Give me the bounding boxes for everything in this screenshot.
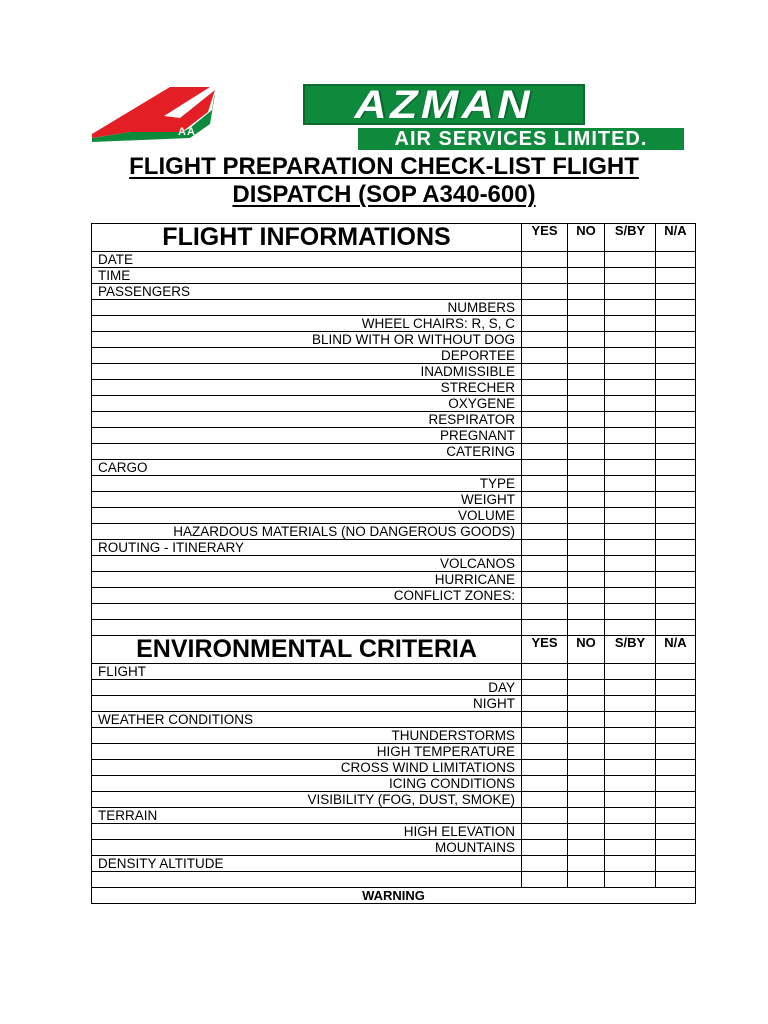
logo-wordmark-box bbox=[303, 84, 585, 125]
airline-swoosh-icon bbox=[90, 84, 305, 144]
check-cell-no[interactable] bbox=[568, 364, 605, 380]
table-row bbox=[92, 620, 696, 636]
check-cell-na[interactable] bbox=[656, 856, 696, 872]
check-cell-yes[interactable] bbox=[522, 792, 568, 808]
row-label bbox=[92, 604, 522, 620]
check-cell-sby[interactable] bbox=[605, 524, 656, 540]
row-label: NIGHT bbox=[92, 696, 522, 712]
check-cell-yes[interactable] bbox=[522, 776, 568, 792]
check-cell-sby[interactable] bbox=[605, 364, 656, 380]
table-row bbox=[92, 664, 696, 680]
check-cell-na[interactable] bbox=[656, 396, 696, 412]
row-label: WEIGHT bbox=[92, 492, 522, 508]
table-row bbox=[92, 396, 696, 412]
row-label: CATERING bbox=[92, 444, 522, 460]
row-label: HIGH ELEVATION bbox=[92, 824, 522, 840]
check-cell-no[interactable] bbox=[568, 460, 605, 476]
table-row bbox=[92, 508, 696, 524]
check-cell-yes[interactable] bbox=[522, 284, 568, 300]
logo-tagline-box bbox=[358, 128, 684, 150]
check-cell-sby[interactable] bbox=[605, 396, 656, 412]
check-cell-no[interactable] bbox=[568, 396, 605, 412]
table-row bbox=[92, 476, 696, 492]
row-label: HURRICANE bbox=[92, 572, 522, 588]
table-row bbox=[92, 808, 696, 824]
check-cell-no[interactable] bbox=[568, 444, 605, 460]
check-cell-no[interactable] bbox=[568, 824, 605, 840]
flight-informations-heading: FLIGHT INFORMATIONS bbox=[92, 224, 522, 252]
check-cell-yes[interactable] bbox=[522, 508, 568, 524]
logo-monogram: AA bbox=[178, 126, 196, 138]
row-label: VISIBILITY (FOG, DUST, SMOKE) bbox=[92, 792, 522, 808]
table-row bbox=[92, 348, 696, 364]
check-cell-sby[interactable] bbox=[605, 712, 656, 728]
row-label bbox=[92, 872, 522, 888]
check-cell-sby[interactable] bbox=[605, 428, 656, 444]
check-cell-sby[interactable] bbox=[605, 588, 656, 604]
check-cell-na[interactable] bbox=[656, 444, 696, 460]
warning-row bbox=[92, 888, 696, 904]
row-label: OXYGENE bbox=[92, 396, 522, 412]
check-cell-no[interactable] bbox=[568, 332, 605, 348]
check-cell-na[interactable] bbox=[656, 760, 696, 776]
row-label: PREGNANT bbox=[92, 428, 522, 444]
check-cell-na[interactable] bbox=[656, 840, 696, 856]
check-cell-no[interactable] bbox=[568, 588, 605, 604]
check-cell-na[interactable] bbox=[656, 492, 696, 508]
check-cell-yes[interactable] bbox=[522, 300, 568, 316]
check-cell-yes[interactable] bbox=[522, 524, 568, 540]
table-row bbox=[92, 300, 696, 316]
table-row bbox=[92, 792, 696, 808]
row-label: STRECHER bbox=[92, 380, 522, 396]
table-row bbox=[92, 332, 696, 348]
check-cell-no[interactable] bbox=[568, 808, 605, 824]
check-cell-no[interactable] bbox=[568, 872, 605, 888]
check-cell-sby[interactable] bbox=[605, 348, 656, 364]
table-row bbox=[92, 524, 696, 540]
check-cell-yes[interactable] bbox=[522, 572, 568, 588]
check-cell-yes[interactable] bbox=[522, 380, 568, 396]
logo-tagline: AIR SERVICES LIMITED. bbox=[394, 128, 648, 150]
check-cell-no[interactable] bbox=[568, 604, 605, 620]
check-cell-sby[interactable] bbox=[605, 380, 656, 396]
checklist-table bbox=[91, 223, 696, 904]
check-cell-no[interactable] bbox=[568, 840, 605, 856]
environmental-criteria-heading: ENVIRONMENTAL CRITERIA bbox=[92, 636, 522, 664]
table-row bbox=[92, 284, 696, 300]
check-cell-na[interactable] bbox=[656, 348, 696, 364]
row-label: CONFLICT ZONES: bbox=[92, 588, 522, 604]
check-cell-no[interactable] bbox=[568, 856, 605, 872]
column-header-na: N/A bbox=[656, 224, 696, 252]
check-cell-yes[interactable] bbox=[522, 428, 568, 444]
check-cell-sby[interactable] bbox=[605, 300, 656, 316]
check-cell-na[interactable] bbox=[656, 524, 696, 540]
table-row bbox=[92, 856, 696, 872]
check-cell-na[interactable] bbox=[656, 332, 696, 348]
row-label: INADMISSIBLE bbox=[92, 364, 522, 380]
company-logo bbox=[90, 84, 690, 152]
row-label: HIGH TEMPERATURE bbox=[92, 744, 522, 760]
table-row bbox=[92, 268, 696, 284]
row-label: DAY bbox=[92, 680, 522, 696]
check-cell-yes[interactable] bbox=[522, 760, 568, 776]
check-cell-yes[interactable] bbox=[522, 316, 568, 332]
check-cell-sby[interactable] bbox=[605, 540, 656, 556]
row-label: VOLUME bbox=[92, 508, 522, 524]
table-row bbox=[92, 744, 696, 760]
check-cell-yes[interactable] bbox=[522, 332, 568, 348]
column-header-yes: YES bbox=[522, 224, 568, 252]
table-row bbox=[92, 872, 696, 888]
check-cell-sby[interactable] bbox=[605, 508, 656, 524]
check-cell-yes[interactable] bbox=[522, 728, 568, 744]
check-cell-yes[interactable] bbox=[522, 540, 568, 556]
table-row bbox=[92, 696, 696, 712]
table-row bbox=[92, 572, 696, 588]
check-cell-no[interactable] bbox=[568, 428, 605, 444]
check-cell-na[interactable] bbox=[656, 412, 696, 428]
check-cell-sby[interactable] bbox=[605, 268, 656, 284]
check-cell-yes[interactable] bbox=[522, 840, 568, 856]
check-cell-yes[interactable] bbox=[522, 444, 568, 460]
table-row bbox=[92, 444, 696, 460]
check-cell-na[interactable] bbox=[656, 680, 696, 696]
row-label: TIME bbox=[92, 268, 522, 284]
table-row bbox=[92, 412, 696, 428]
check-cell-na[interactable] bbox=[656, 476, 696, 492]
check-cell-sby[interactable] bbox=[605, 476, 656, 492]
check-cell-no[interactable] bbox=[568, 620, 605, 636]
row-label: DEPORTEE bbox=[92, 348, 522, 364]
check-cell-sby[interactable] bbox=[605, 556, 656, 572]
check-cell-no[interactable] bbox=[568, 696, 605, 712]
check-cell-no[interactable] bbox=[568, 268, 605, 284]
table-row bbox=[92, 712, 696, 728]
check-cell-yes[interactable] bbox=[522, 492, 568, 508]
check-cell-sby[interactable] bbox=[605, 840, 656, 856]
table-row bbox=[92, 428, 696, 444]
check-cell-na[interactable] bbox=[656, 268, 696, 284]
check-cell-no[interactable] bbox=[568, 776, 605, 792]
row-label: PASSENGERS bbox=[92, 284, 522, 300]
column-header-yes: YES bbox=[522, 636, 568, 664]
document-title bbox=[80, 153, 688, 209]
check-cell-sby[interactable] bbox=[605, 696, 656, 712]
table-row bbox=[92, 824, 696, 840]
check-cell-sby[interactable] bbox=[605, 284, 656, 300]
table-row bbox=[92, 588, 696, 604]
check-cell-sby[interactable] bbox=[605, 460, 656, 476]
check-cell-no[interactable] bbox=[568, 476, 605, 492]
check-cell-sby[interactable] bbox=[605, 760, 656, 776]
check-cell-no[interactable] bbox=[568, 316, 605, 332]
check-cell-na[interactable] bbox=[656, 776, 696, 792]
table-row bbox=[92, 760, 696, 776]
row-label: FLIGHT bbox=[92, 664, 522, 680]
table-row bbox=[92, 776, 696, 792]
check-cell-yes[interactable] bbox=[522, 412, 568, 428]
check-cell-na[interactable] bbox=[656, 380, 696, 396]
row-label: WHEEL CHAIRS: R, S, C bbox=[92, 316, 522, 332]
check-cell-yes[interactable] bbox=[522, 872, 568, 888]
table-row bbox=[92, 680, 696, 696]
check-cell-na[interactable] bbox=[656, 428, 696, 444]
check-cell-no[interactable] bbox=[568, 556, 605, 572]
check-cell-sby[interactable] bbox=[605, 728, 656, 744]
check-cell-na[interactable] bbox=[656, 620, 696, 636]
check-cell-no[interactable] bbox=[568, 664, 605, 680]
check-cell-yes[interactable] bbox=[522, 712, 568, 728]
row-label: VOLCANOS bbox=[92, 556, 522, 572]
check-cell-sby[interactable] bbox=[605, 332, 656, 348]
check-cell-no[interactable] bbox=[568, 744, 605, 760]
check-cell-yes[interactable] bbox=[522, 744, 568, 760]
check-cell-sby[interactable] bbox=[605, 316, 656, 332]
check-cell-sby[interactable] bbox=[605, 808, 656, 824]
table-row bbox=[92, 492, 696, 508]
document-title-line1: FLIGHT PREPARATION CHECK-LIST FLIGHT bbox=[129, 153, 639, 180]
check-cell-na[interactable] bbox=[656, 696, 696, 712]
check-cell-yes[interactable] bbox=[522, 252, 568, 268]
check-cell-yes[interactable] bbox=[522, 856, 568, 872]
check-cell-sby[interactable] bbox=[605, 620, 656, 636]
column-header-no: NO bbox=[568, 224, 605, 252]
check-cell-yes[interactable] bbox=[522, 588, 568, 604]
check-cell-sby[interactable] bbox=[605, 744, 656, 760]
check-cell-na[interactable] bbox=[656, 664, 696, 680]
row-label: ROUTING - ITINERARY bbox=[92, 540, 522, 556]
check-cell-sby[interactable] bbox=[605, 824, 656, 840]
check-cell-na[interactable] bbox=[656, 728, 696, 744]
table-row bbox=[92, 728, 696, 744]
row-label: ICING CONDITIONS bbox=[92, 776, 522, 792]
check-cell-yes[interactable] bbox=[522, 680, 568, 696]
check-cell-na[interactable] bbox=[656, 364, 696, 380]
check-cell-yes[interactable] bbox=[522, 460, 568, 476]
check-cell-na[interactable] bbox=[656, 588, 696, 604]
check-cell-yes[interactable] bbox=[522, 808, 568, 824]
check-cell-na[interactable] bbox=[656, 744, 696, 760]
table-row bbox=[92, 840, 696, 856]
check-cell-na[interactable] bbox=[656, 792, 696, 808]
table-row bbox=[92, 556, 696, 572]
check-cell-yes[interactable] bbox=[522, 696, 568, 712]
row-label bbox=[92, 620, 522, 636]
check-cell-na[interactable] bbox=[656, 604, 696, 620]
table-row bbox=[92, 540, 696, 556]
column-header-sby: S/BY bbox=[605, 636, 656, 664]
check-cell-sby[interactable] bbox=[605, 492, 656, 508]
check-cell-sby[interactable] bbox=[605, 664, 656, 680]
check-cell-na[interactable] bbox=[656, 556, 696, 572]
check-cell-no[interactable] bbox=[568, 728, 605, 744]
row-label: DENSITY ALTITUDE bbox=[92, 856, 522, 872]
check-cell-na[interactable] bbox=[656, 808, 696, 824]
check-cell-no[interactable] bbox=[568, 284, 605, 300]
check-cell-na[interactable] bbox=[656, 316, 696, 332]
check-cell-sby[interactable] bbox=[605, 412, 656, 428]
check-cell-yes[interactable] bbox=[522, 476, 568, 492]
check-cell-yes[interactable] bbox=[522, 604, 568, 620]
check-cell-no[interactable] bbox=[568, 792, 605, 808]
check-cell-na[interactable] bbox=[656, 824, 696, 840]
check-cell-na[interactable] bbox=[656, 252, 696, 268]
check-cell-no[interactable] bbox=[568, 380, 605, 396]
row-label: HAZARDOUS MATERIALS (NO DANGEROUS GOODS) bbox=[92, 524, 522, 540]
check-cell-yes[interactable] bbox=[522, 268, 568, 284]
check-cell-na[interactable] bbox=[656, 508, 696, 524]
check-cell-sby[interactable] bbox=[605, 444, 656, 460]
check-cell-no[interactable] bbox=[568, 300, 605, 316]
check-cell-sby[interactable] bbox=[605, 856, 656, 872]
row-label: THUNDERSTORMS bbox=[92, 728, 522, 744]
column-header-na: N/A bbox=[656, 636, 696, 664]
flight-informations-header-row bbox=[92, 224, 696, 252]
check-cell-yes[interactable] bbox=[522, 348, 568, 364]
row-label: TERRAIN bbox=[92, 808, 522, 824]
check-cell-sby[interactable] bbox=[605, 792, 656, 808]
check-cell-no[interactable] bbox=[568, 572, 605, 588]
check-cell-na[interactable] bbox=[656, 540, 696, 556]
column-header-sby: S/BY bbox=[605, 224, 656, 252]
row-label: WEATHER CONDITIONS bbox=[92, 712, 522, 728]
table-row bbox=[92, 604, 696, 620]
document-title-line2: DISPATCH (SOP A340-600) bbox=[232, 181, 536, 208]
check-cell-sby[interactable] bbox=[605, 776, 656, 792]
check-cell-no[interactable] bbox=[568, 508, 605, 524]
check-cell-na[interactable] bbox=[656, 300, 696, 316]
check-cell-na[interactable] bbox=[656, 872, 696, 888]
check-cell-no[interactable] bbox=[568, 540, 605, 556]
table-row bbox=[92, 252, 696, 268]
check-cell-yes[interactable] bbox=[522, 620, 568, 636]
check-cell-yes[interactable] bbox=[522, 364, 568, 380]
check-cell-na[interactable] bbox=[656, 572, 696, 588]
check-cell-sby[interactable] bbox=[605, 604, 656, 620]
table-row bbox=[92, 460, 696, 476]
environmental-criteria-header-row bbox=[92, 636, 696, 664]
table-row bbox=[92, 316, 696, 332]
check-cell-no[interactable] bbox=[568, 348, 605, 364]
check-cell-sby[interactable] bbox=[605, 252, 656, 268]
table-row bbox=[92, 380, 696, 396]
check-cell-yes[interactable] bbox=[522, 396, 568, 412]
check-cell-sby[interactable] bbox=[605, 680, 656, 696]
row-label: RESPIRATOR bbox=[92, 412, 522, 428]
row-label: TYPE bbox=[92, 476, 522, 492]
check-cell-yes[interactable] bbox=[522, 556, 568, 572]
row-label: CROSS WIND LIMITATIONS bbox=[92, 760, 522, 776]
check-cell-no[interactable] bbox=[568, 712, 605, 728]
check-cell-no[interactable] bbox=[568, 252, 605, 268]
check-cell-no[interactable] bbox=[568, 524, 605, 540]
row-label: DATE bbox=[92, 252, 522, 268]
row-label: MOUNTAINS bbox=[92, 840, 522, 856]
check-cell-yes[interactable] bbox=[522, 824, 568, 840]
check-cell-no[interactable] bbox=[568, 680, 605, 696]
row-label: CARGO bbox=[92, 460, 522, 476]
check-cell-no[interactable] bbox=[568, 492, 605, 508]
check-cell-sby[interactable] bbox=[605, 872, 656, 888]
check-cell-na[interactable] bbox=[656, 460, 696, 476]
check-cell-no[interactable] bbox=[568, 412, 605, 428]
check-cell-na[interactable] bbox=[656, 284, 696, 300]
table-row bbox=[92, 364, 696, 380]
row-label: NUMBERS bbox=[92, 300, 522, 316]
check-cell-yes[interactable] bbox=[522, 664, 568, 680]
check-cell-sby[interactable] bbox=[605, 572, 656, 588]
check-cell-na[interactable] bbox=[656, 712, 696, 728]
check-cell-no[interactable] bbox=[568, 760, 605, 776]
logo-wordmark: AZMAN bbox=[354, 82, 534, 127]
warning-label: WARNING bbox=[92, 888, 696, 904]
column-header-no: NO bbox=[568, 636, 605, 664]
row-label: BLIND WITH OR WITHOUT DOG bbox=[92, 332, 522, 348]
